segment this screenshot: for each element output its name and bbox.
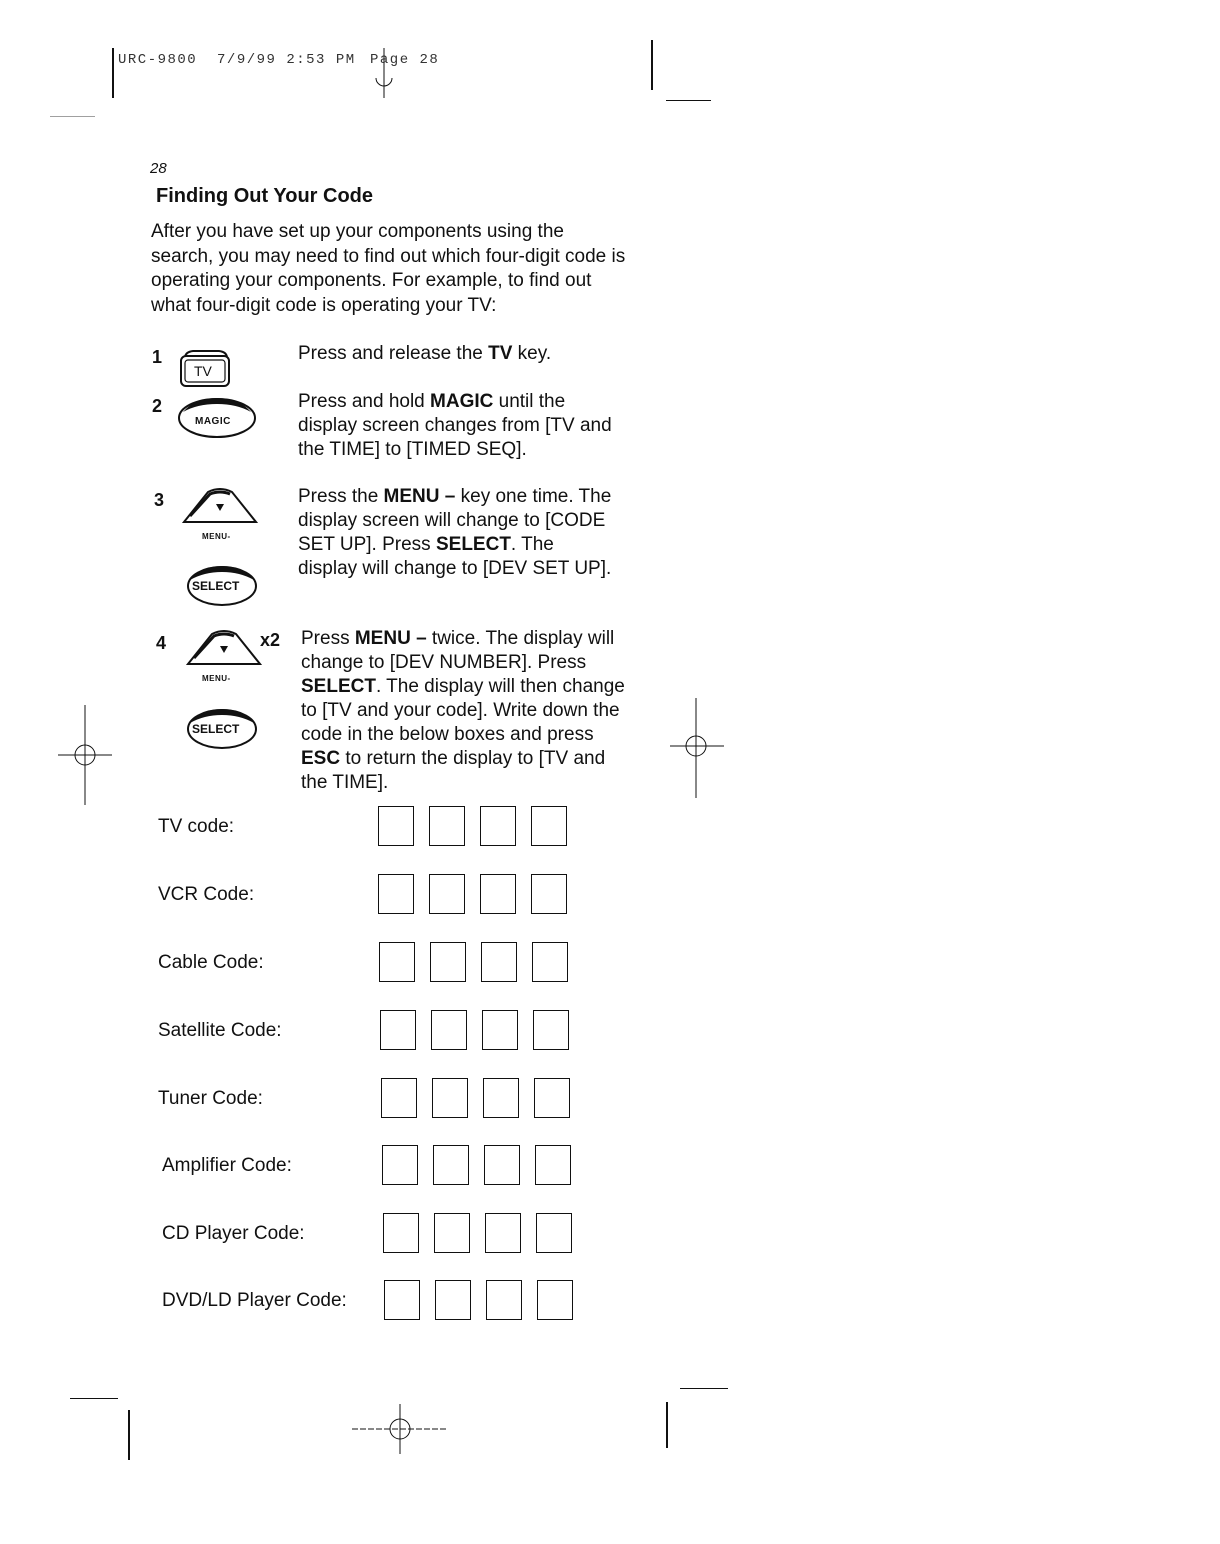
code-digit-box[interactable] xyxy=(532,942,568,982)
code-digit-box[interactable] xyxy=(434,1213,470,1253)
repeat-count: x2 xyxy=(260,630,281,650)
step-number: 1 xyxy=(152,347,163,367)
code-digit-box[interactable] xyxy=(537,1280,573,1320)
code-digit-box[interactable] xyxy=(430,942,466,982)
code-row-cd-player xyxy=(158,1213,588,1255)
page-number: 28 xyxy=(150,160,167,177)
code-digit-box[interactable] xyxy=(531,874,567,914)
code-digit-box[interactable] xyxy=(383,1213,419,1253)
crop-mark-bottom-left-v xyxy=(128,1410,130,1460)
code-row-amplifier xyxy=(158,1145,588,1187)
code-digit-box[interactable] xyxy=(480,806,516,846)
crop-mark-top-right-h xyxy=(666,100,711,101)
code-digit-box[interactable] xyxy=(384,1280,420,1320)
select-key-label: SELECT xyxy=(192,579,240,593)
print-slug-page: Page 28 xyxy=(370,52,440,68)
code-digit-box[interactable] xyxy=(431,1010,467,1050)
select-key-icon xyxy=(186,562,262,608)
code-digit-box[interactable] xyxy=(429,806,465,846)
crop-mark-bottom-right-v xyxy=(666,1402,668,1448)
code-label: CD Player Code: xyxy=(162,1223,305,1244)
code-digit-box[interactable] xyxy=(432,1078,468,1118)
code-digit-box[interactable] xyxy=(483,1078,519,1118)
code-digit-box[interactable] xyxy=(480,874,516,914)
code-row-dvd-ld-player xyxy=(158,1280,588,1322)
select-key-icon xyxy=(186,705,262,751)
code-digit-box[interactable] xyxy=(429,874,465,914)
code-digit-box[interactable] xyxy=(486,1280,522,1320)
registration-crosshair-icon xyxy=(58,705,112,805)
registration-crosshair-icon xyxy=(368,48,408,98)
code-digit-box[interactable] xyxy=(536,1213,572,1253)
step-2-text: Press and hold MAGIC until the display screen changes from [TV and the TIME] to [TIMED SEQ]. xyxy=(298,391,612,460)
registration-crosshair-icon xyxy=(670,698,724,798)
code-row-tuner xyxy=(158,1078,588,1120)
magic-key-label: MAGIC xyxy=(195,416,231,427)
tv-key-icon xyxy=(179,348,229,386)
code-digit-box[interactable] xyxy=(485,1213,521,1253)
code-row-cable xyxy=(158,942,588,984)
print-slug: URC-9800 7/9/99 2:53 PM xyxy=(118,52,356,68)
magic-key-icon xyxy=(177,394,257,440)
code-digit-box[interactable] xyxy=(482,1010,518,1050)
code-digit-box[interactable] xyxy=(481,942,517,982)
section-title: Finding Out Your Code xyxy=(156,185,374,207)
registration-crosshair-icon xyxy=(352,1404,448,1454)
code-digit-box[interactable] xyxy=(535,1145,571,1185)
menu-key-label: MENU- xyxy=(202,674,231,683)
menu-key-label: MENU- xyxy=(202,532,231,541)
intro-paragraph: After you have set up your components using the search, you may need to find out which four-digit code is operating your components. For example, to find out what four-digit code is operating your TV: xyxy=(151,221,626,316)
step-3-text: Press the MENU – key one time. The display screen will change to [CODE SET UP]. Press SELECT. The display will change to [DEV SET UP]. xyxy=(298,486,612,579)
code-label: Cable Code: xyxy=(158,952,264,973)
code-label: DVD/LD Player Code: xyxy=(162,1290,347,1311)
step-number: 3 xyxy=(154,490,165,510)
code-digit-box[interactable] xyxy=(435,1280,471,1320)
code-label: VCR Code: xyxy=(158,884,255,905)
step-number: 4 xyxy=(156,633,167,653)
code-digit-box[interactable] xyxy=(484,1145,520,1185)
crop-mark-top-right xyxy=(651,40,653,90)
code-row-tv xyxy=(158,806,588,848)
step-4-text: Press MENU – twice. The display will change to [DEV NUMBER]. Press SELECT. The display will then change to [TV and your code]. Write down the code in the below boxes and press ESC to return the display to [TV and the TIME]. xyxy=(301,628,625,793)
code-digit-box[interactable] xyxy=(533,1010,569,1050)
crop-mark-bottom-left-h xyxy=(70,1398,118,1399)
code-digit-box[interactable] xyxy=(379,942,415,982)
code-label: Satellite Code: xyxy=(158,1020,282,1041)
code-row-satellite xyxy=(158,1010,588,1052)
code-digit-box[interactable] xyxy=(380,1010,416,1050)
code-digit-box[interactable] xyxy=(534,1078,570,1118)
code-digit-box[interactable] xyxy=(382,1145,418,1185)
code-label: Tuner Code: xyxy=(158,1088,263,1109)
code-row-vcr xyxy=(158,874,588,916)
tv-key-label: TV xyxy=(194,363,212,379)
crop-mark-top-left-h xyxy=(50,116,95,117)
code-digit-box[interactable] xyxy=(378,806,414,846)
crop-mark-top-left xyxy=(112,48,114,98)
code-label: Amplifier Code: xyxy=(162,1155,292,1176)
step-number: 2 xyxy=(152,396,163,416)
code-digit-box[interactable] xyxy=(378,874,414,914)
code-label: TV code: xyxy=(158,816,235,837)
crop-mark-bottom-right-h xyxy=(680,1388,728,1389)
select-key-label: SELECT xyxy=(192,722,240,736)
code-digit-box[interactable] xyxy=(381,1078,417,1118)
step-1-text: Press and release the TV key. xyxy=(298,343,552,364)
menu-down-key-icon xyxy=(180,488,260,548)
code-digit-box[interactable] xyxy=(433,1145,469,1185)
code-digit-box[interactable] xyxy=(531,806,567,846)
menu-down-key-icon xyxy=(184,630,264,690)
